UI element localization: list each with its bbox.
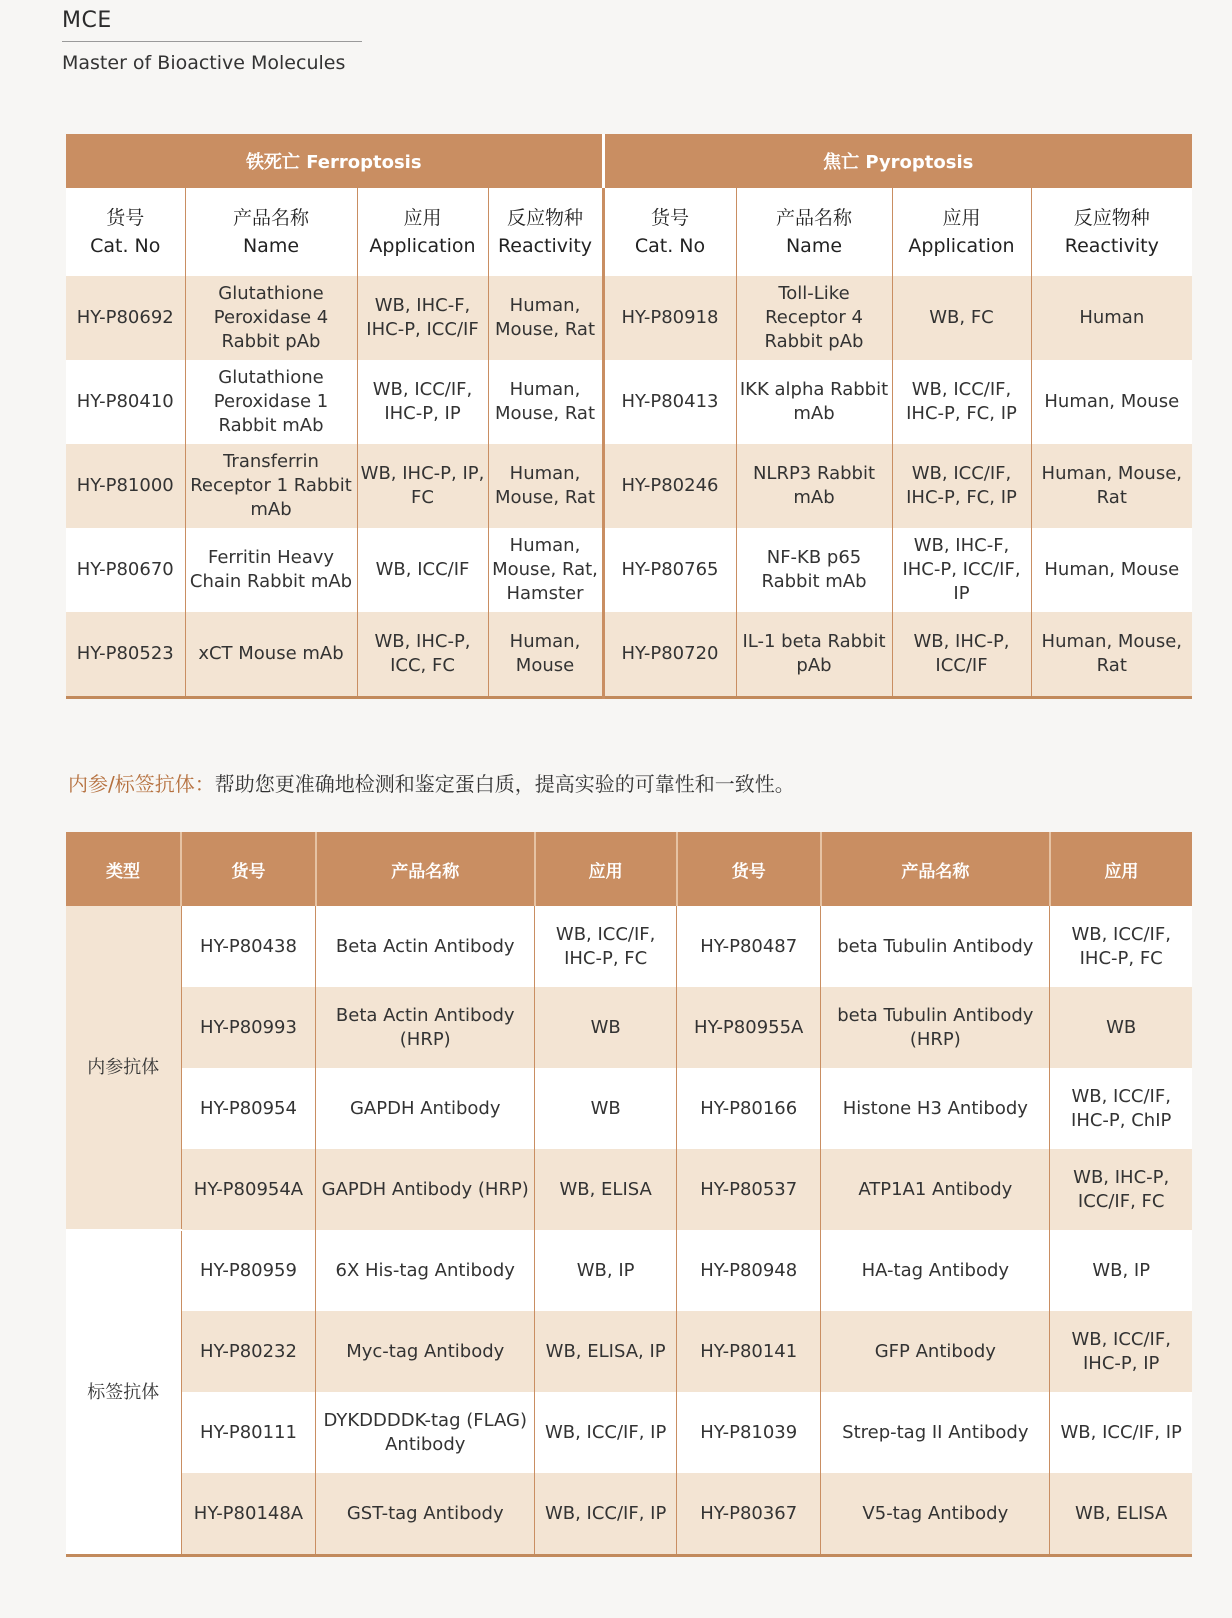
- type-cell: 内参抗体: [66, 906, 181, 1230]
- column-header-en: Application: [369, 235, 476, 257]
- column-header: 产品名称: [316, 832, 535, 906]
- column-header: 产品名称: [821, 832, 1050, 906]
- column-header: 应用: [1050, 832, 1192, 906]
- table-cell: WB, ICC/IF, IP: [1050, 1392, 1192, 1473]
- section-subtitle: [68, 768, 795, 797]
- table-cell: WB, ICC/IF, IHC-P, FC: [535, 906, 677, 987]
- table-cell: NLRP3 Rabbit mAb: [736, 444, 892, 528]
- column-header-en: Cat. No: [634, 235, 706, 257]
- column-header-en: Reactivity: [1064, 235, 1159, 257]
- table-cell: HY-P80148A: [181, 1473, 316, 1556]
- column-header-cn: 货号: [650, 207, 689, 229]
- column-header: [185, 188, 357, 276]
- table-cell: 6X His-tag Antibody: [316, 1230, 535, 1311]
- table-row: [66, 1392, 1192, 1473]
- column-header-en: Application: [908, 235, 1015, 257]
- table-cell: HY-P80955A: [677, 987, 821, 1068]
- table-cell: V5-tag Antibody: [821, 1473, 1050, 1556]
- column-header-cn: 反应物种: [506, 207, 583, 229]
- table-cell: Human: [1031, 276, 1192, 360]
- table-cell: Ferritin Heavy Chain Rabbit mAb: [185, 528, 357, 612]
- table-cell: beta Tubulin Antibody: [821, 906, 1050, 987]
- table-cell: Histone H3 Antibody: [821, 1068, 1050, 1149]
- table-cell: WB, IHC-F, IHC-P, ICC/IF: [357, 276, 488, 360]
- column-header-en: Name: [785, 235, 843, 257]
- column-header: [357, 188, 488, 276]
- table-cell: Human, Mouse, Rat, Hamster: [488, 528, 603, 612]
- table-cell: Human, Mouse: [488, 612, 603, 698]
- ferroptosis-pyroptosis-table: [66, 134, 1192, 699]
- control-tag-antibody-table: [66, 832, 1192, 1557]
- table-cell: Human, Mouse, Rat: [488, 444, 603, 528]
- table-cell: WB: [535, 987, 677, 1068]
- column-header-cn: 反应物种: [1073, 207, 1150, 229]
- column-header-cn: 产品名称: [232, 207, 309, 229]
- column-header: [603, 188, 736, 276]
- table-row: [66, 1230, 1192, 1311]
- table-row: [66, 1473, 1192, 1556]
- table-cell: Strep-tag II Antibody: [821, 1392, 1050, 1473]
- column-header: 货号: [677, 832, 821, 906]
- table-cell: HY-P80523: [66, 612, 185, 698]
- table-cell: HY-P80948: [677, 1230, 821, 1311]
- table-row: [66, 276, 1192, 360]
- table-cell: WB, IP: [1050, 1230, 1192, 1311]
- table-cell: WB, FC: [892, 276, 1031, 360]
- table-cell: Toll-Like Receptor 4 Rabbit pAb: [736, 276, 892, 360]
- column-header: [892, 188, 1031, 276]
- table-row: [66, 528, 1192, 612]
- table-row: [66, 987, 1192, 1068]
- table-cell: WB, ICC/IF, IHC-P, IP: [357, 360, 488, 444]
- table-cell: WB, ICC/IF, IHC-P, IP: [1050, 1311, 1192, 1392]
- table-row: [66, 444, 1192, 528]
- table-cell: xCT Mouse mAb: [185, 612, 357, 698]
- table-cell: ATP1A1 Antibody: [821, 1149, 1050, 1230]
- table-cell: GAPDH Antibody (HRP): [316, 1149, 535, 1230]
- column-header: [488, 188, 603, 276]
- table-row: [66, 360, 1192, 444]
- table-cell: HY-P80720: [603, 612, 736, 698]
- table-cell: HY-P80232: [181, 1311, 316, 1392]
- table-cell: HY-P80141: [677, 1311, 821, 1392]
- table-cell: WB, ICC/IF, IHC-P, FC: [1050, 906, 1192, 987]
- table-cell: WB, ELISA, IP: [535, 1311, 677, 1392]
- table-cell: Beta Actin Antibody: [316, 906, 535, 987]
- group-header-pyroptosis: 焦亡 Pyroptosis: [603, 134, 1192, 188]
- group-header-ferroptosis: 铁死亡 Ferroptosis: [66, 134, 603, 188]
- brand-title: MCE: [62, 8, 362, 42]
- table-cell: WB, IP: [535, 1230, 677, 1311]
- table-cell: HY-P80487: [677, 906, 821, 987]
- table-cell: DYKDDDDK-tag (FLAG) Antibody: [316, 1392, 535, 1473]
- column-header: [1031, 188, 1192, 276]
- table-cell: HY-P80246: [603, 444, 736, 528]
- table-row: [66, 906, 1192, 987]
- table-cell: GST-tag Antibody: [316, 1473, 535, 1556]
- table-cell: WB, IHC-P, ICC, FC: [357, 612, 488, 698]
- table-cell: Human, Mouse, Rat: [488, 276, 603, 360]
- table-cell: beta Tubulin Antibody (HRP): [821, 987, 1050, 1068]
- table-cell: IKK alpha Rabbit mAb: [736, 360, 892, 444]
- table-cell: WB, ICC/IF, IP: [535, 1392, 677, 1473]
- table-cell: HY-P80670: [66, 528, 185, 612]
- table-cell: Glutathione Peroxidase 1 Rabbit mAb: [185, 360, 357, 444]
- table-cell: Human, Mouse, Rat: [488, 360, 603, 444]
- table-cell: Beta Actin Antibody (HRP): [316, 987, 535, 1068]
- table-cell: Human, Mouse, Rat: [1031, 444, 1192, 528]
- table-cell: HY-P81000: [66, 444, 185, 528]
- table-cell: NF-KB p65 Rabbit mAb: [736, 528, 892, 612]
- table-row: [66, 1068, 1192, 1149]
- table-cell: HY-P80413: [603, 360, 736, 444]
- column-header: [66, 188, 185, 276]
- table-cell: HY-P80954: [181, 1068, 316, 1149]
- table-cell: HY-P80537: [677, 1149, 821, 1230]
- table-cell: HY-P80918: [603, 276, 736, 360]
- table-cell: Human, Mouse, Rat: [1031, 612, 1192, 698]
- table-cell: WB, ICC/IF, IHC-P, ChIP: [1050, 1068, 1192, 1149]
- table-cell: Human, Mouse: [1031, 360, 1192, 444]
- table-cell: WB, IHC-F, IHC-P, ICC/IF, IP: [892, 528, 1031, 612]
- table-cell: HY-P80166: [677, 1068, 821, 1149]
- table-cell: HY-P80993: [181, 987, 316, 1068]
- table-cell: HY-P80438: [181, 906, 316, 987]
- column-header: [736, 188, 892, 276]
- table-cell: WB, ICC/IF: [357, 528, 488, 612]
- table-cell: IL-1 beta Rabbit pAb: [736, 612, 892, 698]
- table-cell: WB, IHC-P, IP, FC: [357, 444, 488, 528]
- table-cell: HY-P80765: [603, 528, 736, 612]
- table-cell: Transferrin Receptor 1 Rabbit mAb: [185, 444, 357, 528]
- brand-header: [62, 8, 362, 74]
- subtitle-text: 帮助您更准确地检测和鉴定蛋白质，提高实验的可靠性和一致性。: [214, 772, 795, 796]
- table-cell: HY-P80367: [677, 1473, 821, 1556]
- table-cell: WB, IHC-P, ICC/IF, FC: [1050, 1149, 1192, 1230]
- table-cell: HY-P80954A: [181, 1149, 316, 1230]
- table-cell: WB, ICC/IF, IP: [535, 1473, 677, 1556]
- column-header: 应用: [535, 832, 677, 906]
- subtitle-accent: 内参/标签抗体：: [68, 772, 215, 796]
- column-header-cn: 应用: [403, 207, 442, 229]
- table-cell: Glutathione Peroxidase 4 Rabbit pAb: [185, 276, 357, 360]
- column-header-cn: 应用: [942, 207, 981, 229]
- table-cell: WB, ICC/IF, IHC-P, FC, IP: [892, 444, 1031, 528]
- table-cell: WB, IHC-P, ICC/IF: [892, 612, 1031, 698]
- table-cell: HY-P80959: [181, 1230, 316, 1311]
- table-cell: HY-P80692: [66, 276, 185, 360]
- table-cell: GAPDH Antibody: [316, 1068, 535, 1149]
- brand-subtitle: Master of Bioactive Molecules: [62, 52, 346, 74]
- table-cell: WB, ICC/IF, IHC-P, FC, IP: [892, 360, 1031, 444]
- table-cell: HY-P80111: [181, 1392, 316, 1473]
- column-header: 类型: [66, 832, 181, 906]
- table-row: [66, 612, 1192, 698]
- table-cell: Myc-tag Antibody: [316, 1311, 535, 1392]
- table-cell: WB: [535, 1068, 677, 1149]
- table-cell: Human, Mouse: [1031, 528, 1192, 612]
- table-cell: GFP Antibody: [821, 1311, 1050, 1392]
- table-cell: HY-P81039: [677, 1392, 821, 1473]
- column-header-en: Reactivity: [497, 235, 593, 257]
- type-cell: 标签抗体: [66, 1230, 181, 1556]
- table-cell: WB, ELISA: [1050, 1473, 1192, 1556]
- table-cell: HA-tag Antibody: [821, 1230, 1050, 1311]
- column-header-cn: 产品名称: [775, 207, 852, 229]
- column-header: 货号: [181, 832, 316, 906]
- table-row: [66, 1149, 1192, 1230]
- table-cell: HY-P80410: [66, 360, 185, 444]
- table-cell: WB, ELISA: [535, 1149, 677, 1230]
- table-cell: WB: [1050, 987, 1192, 1068]
- column-header-en: Cat. No: [90, 235, 161, 257]
- column-header-en: Name: [242, 235, 300, 257]
- column-header-cn: 货号: [106, 207, 145, 229]
- table-row: [66, 1311, 1192, 1392]
